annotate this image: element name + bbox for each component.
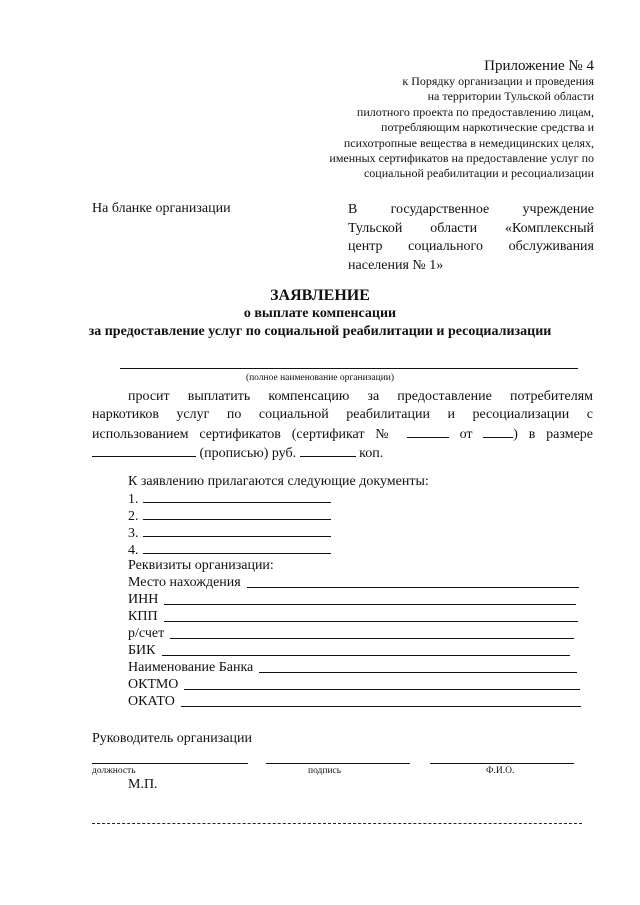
- paragraph-line: просит выплатить компенсацию за предоставление потребителям: [128, 389, 593, 404]
- requisite-label: БИК: [128, 643, 156, 658]
- cut-line-divider: [92, 823, 582, 824]
- appendix-line: именных сертификатов на предоставление услуг по: [329, 151, 594, 166]
- full-name-field[interactable]: [430, 763, 574, 764]
- paragraph-line: [92, 425, 593, 444]
- paragraph-line: [92, 444, 593, 463]
- appendix-line: на территории Тульской области: [427, 89, 594, 104]
- kpp-field[interactable]: [164, 621, 578, 622]
- requisite-label: р/счет: [128, 626, 165, 641]
- appendix-line: психотропные вещества в немедицинских целях,: [343, 135, 594, 150]
- attachment-number: 1.: [128, 492, 139, 507]
- requisite-row: [128, 626, 574, 642]
- requisite-label: Место нахождения: [128, 575, 241, 590]
- paragraph-text: использованием сертификатов (сертификат №: [92, 426, 396, 442]
- addressee-block: [348, 201, 594, 275]
- organization-name-field[interactable]: [120, 368, 578, 369]
- certificate-date-field[interactable]: [483, 425, 513, 438]
- paragraph-text: (прописью) руб.: [199, 446, 297, 462]
- appendix-line: потребляющим наркотические средства и: [381, 120, 594, 135]
- okato-field[interactable]: [181, 706, 581, 707]
- appendix-line: пилотного проекта по предоставлению лицам,: [356, 104, 594, 119]
- appendix-description: [329, 74, 594, 182]
- location-field[interactable]: [247, 587, 579, 588]
- paragraph-text: от: [459, 426, 473, 442]
- appendix-line: к Порядку организации и проведения: [402, 74, 594, 88]
- position-caption: должность: [92, 766, 136, 776]
- addressee-line: В государственное учреждение: [348, 202, 594, 217]
- requisite-row: [128, 643, 570, 659]
- requisite-row: [128, 592, 576, 608]
- appendix-title: Приложение № 4: [484, 58, 594, 74]
- organization-name-caption: (полное наименование организации): [245, 373, 395, 383]
- paragraph-text: коп.: [359, 446, 384, 462]
- oktmo-field[interactable]: [184, 689, 580, 690]
- signature-field[interactable]: [266, 763, 410, 764]
- addressee-line: центр социального обслуживания: [348, 239, 594, 255]
- requisites-heading: Реквизиты организации:: [128, 558, 274, 573]
- requisite-row: [128, 660, 577, 676]
- amount-rubles-field[interactable]: [92, 444, 196, 457]
- requisite-label: ОКТМО: [128, 677, 179, 692]
- stamp-placeholder: М.П.: [128, 777, 158, 792]
- paragraph-text: ) в размере: [513, 426, 593, 442]
- bank-name-field[interactable]: [259, 672, 577, 673]
- requisite-label: Наименование Банка: [128, 660, 254, 675]
- inn-field[interactable]: [164, 604, 576, 605]
- attachment-field[interactable]: [143, 507, 331, 520]
- addressee-line: Тульской области «Комплексный: [348, 220, 594, 236]
- requisite-row: [128, 694, 581, 710]
- appendix-line: социальной реабилитации и ресоциализации: [363, 166, 594, 181]
- attachment-item: [128, 507, 331, 525]
- amount-kopecks-field[interactable]: [300, 444, 356, 457]
- addressee-line: населения № 1»: [348, 257, 444, 273]
- position-field[interactable]: [92, 763, 248, 764]
- requisite-label: ОКАТО: [128, 694, 175, 709]
- requisite-row: [128, 575, 579, 591]
- attachment-item: [128, 490, 331, 508]
- attachments-heading: К заявлению прилагаются следующие документы:: [128, 474, 429, 489]
- attachment-item: [128, 524, 331, 542]
- attachment-field[interactable]: [143, 541, 331, 554]
- document-subtitle: за предоставление услуг по социальной реабилитации и ресоциализации: [88, 324, 552, 339]
- document-title: ЗАЯВЛЕНИЕ: [270, 287, 370, 304]
- bik-field[interactable]: [162, 655, 570, 656]
- request-paragraph: [92, 388, 593, 464]
- attachment-item: [128, 541, 331, 559]
- attachment-field[interactable]: [143, 490, 331, 503]
- requisite-label: ИНН: [128, 592, 159, 607]
- requisite-row: [128, 609, 578, 625]
- document-subtitle: о выплате компенсации: [243, 306, 397, 321]
- full-name-caption: Ф.И.О.: [486, 766, 515, 776]
- certificate-number-field[interactable]: [407, 425, 449, 438]
- signature-caption: подпись: [308, 766, 342, 776]
- account-field[interactable]: [170, 638, 574, 639]
- letterhead-note: На бланке организации: [92, 201, 231, 216]
- attachment-field[interactable]: [143, 524, 331, 537]
- attachment-number: 2.: [128, 509, 139, 524]
- requisite-row: [128, 677, 580, 693]
- head-of-organization-label: Руководитель организации: [92, 731, 252, 746]
- requisite-label: КПП: [128, 609, 158, 624]
- attachment-number: 4.: [128, 543, 139, 558]
- attachment-number: 3.: [128, 526, 139, 541]
- paragraph-line: наркотиков услуг по социальной реабилитации и ресоциализации с: [92, 407, 593, 423]
